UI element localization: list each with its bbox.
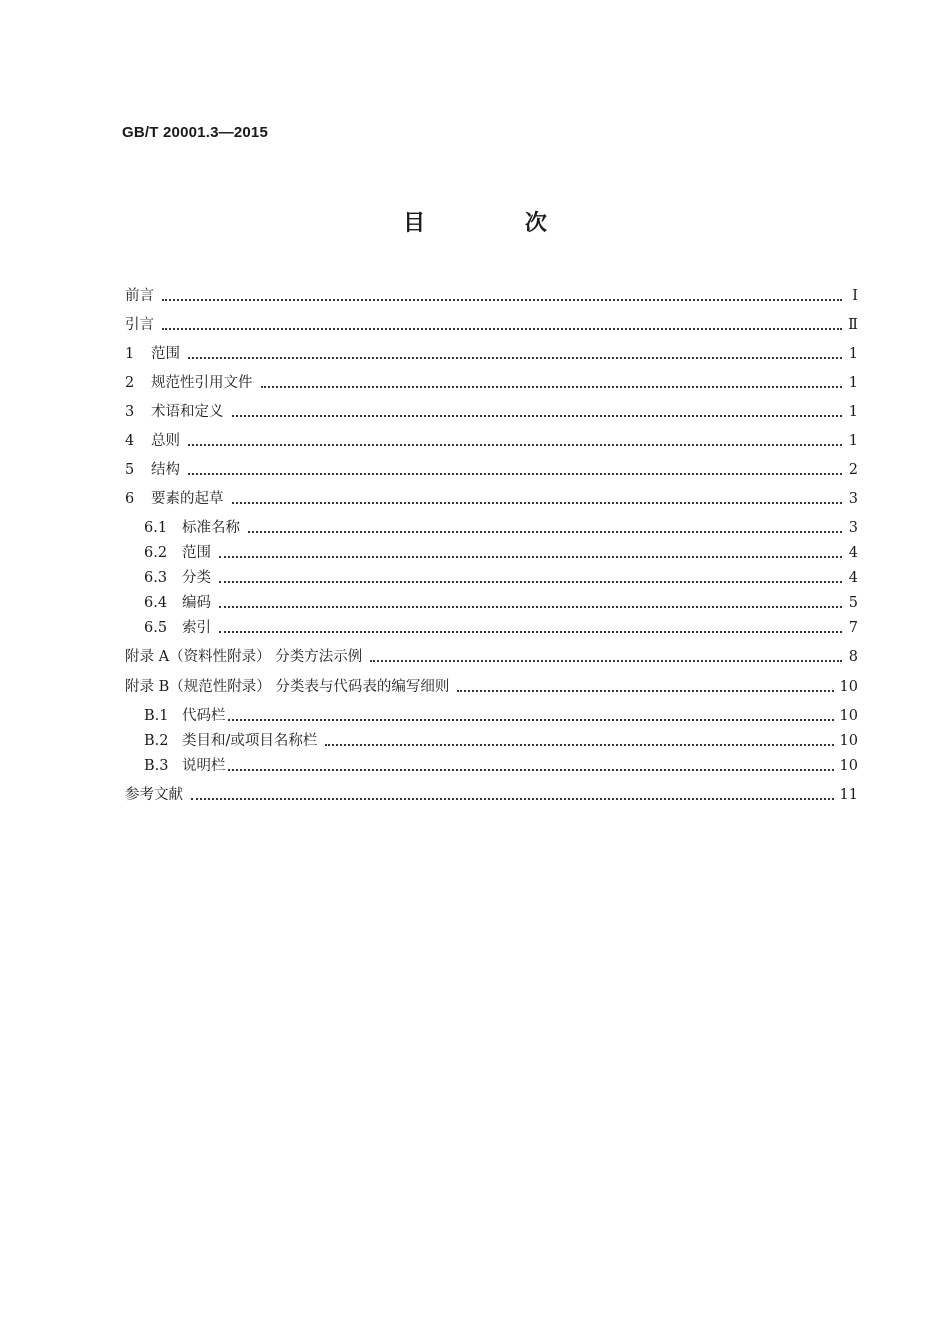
toc-entry-page: 1: [848, 346, 858, 362]
toc-entry-label: 引言: [125, 317, 154, 333]
dot-leader: [191, 798, 834, 800]
toc-entry-number: 6: [125, 491, 135, 507]
dot-leader: [248, 531, 842, 533]
toc-entry-number: 6.3: [144, 570, 168, 586]
toc-entry-page: 11: [839, 787, 858, 803]
toc-entry-introduction[interactable]: [125, 315, 858, 335]
dot-leader: [325, 744, 833, 746]
toc-entry-number: B.2: [144, 733, 169, 749]
toc-entry-page: 4: [848, 545, 858, 561]
toc-entry-b-2[interactable]: [144, 731, 858, 751]
toc-entry-page: 1: [848, 404, 858, 420]
toc-entry-label: 附录 A（资料性附录） 分类方法示例: [125, 649, 363, 665]
dot-leader: [188, 473, 842, 475]
toc-entry-b-1[interactable]: [144, 706, 858, 726]
toc-entry-page: 10: [839, 708, 858, 724]
dot-leader: [228, 719, 834, 721]
toc-entry-label: 代码栏: [182, 708, 226, 724]
toc-entry-4[interactable]: [125, 431, 858, 451]
dot-leader: [232, 502, 843, 504]
toc-entry-number: 6.2: [144, 545, 168, 561]
toc-entry-label: 索引: [182, 620, 211, 636]
toc-entry-page: 2: [848, 462, 858, 478]
toc-entry-page: 5: [848, 595, 858, 611]
toc-entry-label: 规范性引用文件: [151, 375, 253, 391]
toc-entry-page: 8: [848, 649, 858, 665]
toc-entry-6-5[interactable]: [144, 618, 858, 638]
dot-leader: [219, 606, 842, 608]
toc-entry-page: Ⅱ: [848, 317, 858, 333]
toc-entry-label: 标准名称: [182, 520, 240, 536]
toc-entry-label: 结构: [151, 462, 180, 478]
toc-entry-label: 类目和/或项目名称栏: [182, 733, 318, 749]
toc-entry-1[interactable]: [125, 344, 858, 364]
toc-entry-number: 2: [125, 375, 135, 391]
toc-entry-page: 10: [839, 733, 858, 749]
toc-entry-number: B.1: [144, 708, 169, 724]
toc-entry-page: 10: [839, 758, 858, 774]
toc-entry-6[interactable]: [125, 489, 858, 509]
toc-entry-page: 3: [848, 520, 858, 536]
toc-entry-bibliography[interactable]: [125, 785, 858, 805]
toc-entry-b-3[interactable]: [144, 756, 858, 776]
toc-entry-page: Ⅰ: [852, 288, 858, 304]
toc-entry-6-4[interactable]: [144, 593, 858, 613]
dot-leader: [228, 769, 834, 771]
toc-entry-page: 3: [848, 491, 858, 507]
toc-entry-label: 前言: [125, 288, 154, 304]
toc-entry-page: 7: [848, 620, 858, 636]
dot-leader: [457, 690, 833, 692]
toc-entry-number: 6.5: [144, 620, 168, 636]
toc-entry-page: 1: [848, 433, 858, 449]
toc-entry-number: 6.4: [144, 595, 168, 611]
toc-entry-annex-b[interactable]: [125, 677, 858, 697]
toc-entry-number: 1: [125, 346, 135, 362]
toc-entry-number: 5: [125, 462, 135, 478]
toc-entry-6-2[interactable]: [144, 543, 858, 563]
toc-entry-label: 说明栏: [182, 758, 226, 774]
toc-entry-foreword[interactable]: [125, 286, 858, 306]
toc-entry-label: 要素的起草: [151, 491, 224, 507]
toc-entry-label: 总则: [151, 433, 180, 449]
toc-entry-label: 范围: [182, 545, 211, 561]
dot-leader: [232, 415, 843, 417]
toc-entry-2[interactable]: [125, 373, 858, 393]
dot-leader: [219, 581, 842, 583]
toc-entry-number: B.3: [144, 758, 169, 774]
toc-entry-label: 分类: [182, 570, 211, 586]
toc-entry-label: 范围: [151, 346, 180, 362]
dot-leader: [261, 386, 843, 388]
toc-entry-page: 10: [839, 679, 858, 695]
dot-leader: [370, 660, 842, 662]
dot-leader: [219, 631, 842, 633]
toc-entry-number: 6.1: [144, 520, 168, 536]
dot-leader: [188, 357, 842, 359]
toc-entry-number: 4: [125, 433, 135, 449]
toc-title: 目 次: [403, 211, 593, 236]
dot-leader: [162, 299, 842, 301]
toc-entry-label: 参考文献: [125, 787, 183, 803]
dot-leader: [219, 556, 842, 558]
toc-entry-page: 4: [848, 570, 858, 586]
document-code: GB/T 20001.3—2015: [122, 124, 268, 141]
dot-leader: [162, 328, 842, 330]
toc-entry-5[interactable]: [125, 460, 858, 480]
toc-entry-page: 1: [848, 375, 858, 391]
dot-leader: [188, 444, 842, 446]
toc-entry-label: 编码: [182, 595, 211, 611]
toc-entry-number: 3: [125, 404, 135, 420]
toc-entry-6-1[interactable]: [144, 518, 858, 538]
toc-entry-3[interactable]: [125, 402, 858, 422]
toc-entry-label: 术语和定义: [151, 404, 224, 420]
toc-entry-label: 附录 B（规范性附录） 分类表与代码表的编写细则: [125, 679, 450, 695]
toc-entry-6-3[interactable]: [144, 568, 858, 588]
toc-entry-annex-a[interactable]: [125, 647, 858, 667]
